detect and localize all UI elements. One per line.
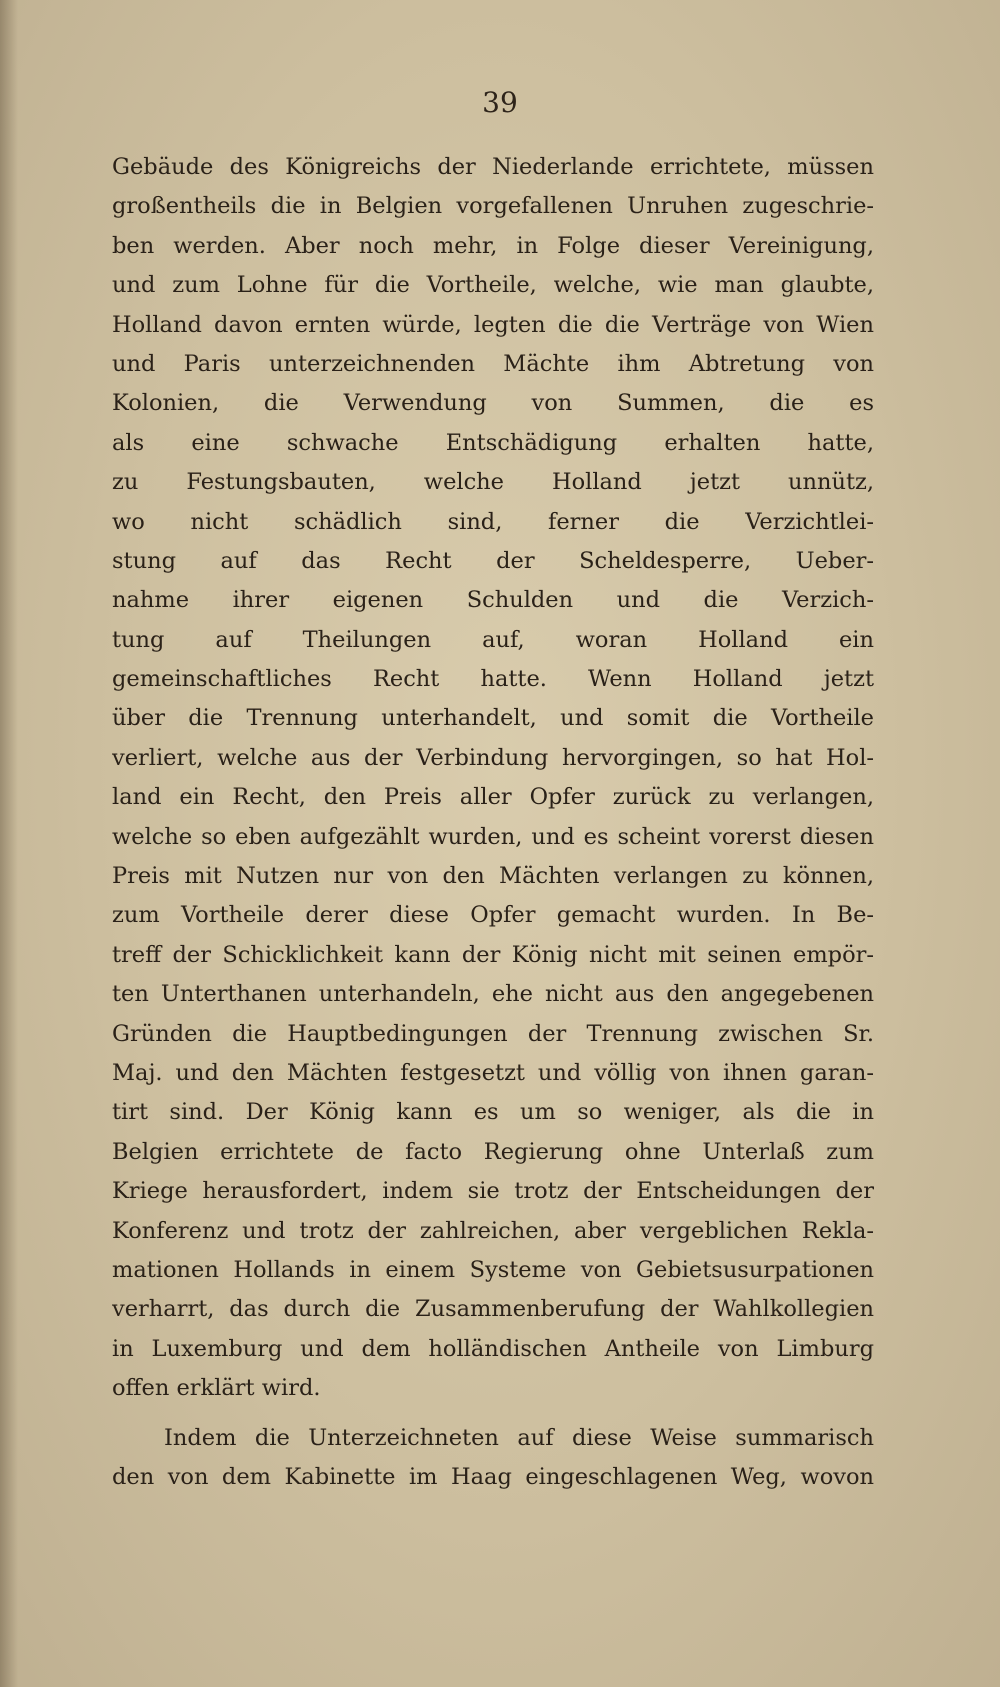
text-line: land ein Recht, den Preis aller Opfer zurück zu verlangen, [112,784,874,811]
text-line: nahme ihrer eigenen Schulden und die Verzich- [112,587,874,614]
text-line: über die Trennung unterhandelt, und somit die Vortheile [112,705,874,732]
text-line: Holland davon ernten würde, legten die die Verträge von Wien [112,311,874,338]
text-line: und zum Lohne für die Vortheile, welche, wie man glaubte, [112,272,874,299]
text-line: welche so eben aufgezählt wurden, und es scheint vorerst diesen [112,823,874,850]
text-line: Indem die Unterzeichneten auf diese Weise summarisch [164,1424,874,1451]
text-line: in Luxemburg und dem holländischen Antheile von Limburg [112,1335,874,1362]
text-line: verharrt, das durch die Zusammenberufung der Wahlkollegien [112,1296,874,1323]
paragraph-gap [112,1409,874,1419]
text-line: Kriege herausfordert, indem sie trotz der Entscheidungen der [112,1178,874,1205]
text-line: verliert, welche aus der Verbindung hervorgingen, so hat Hol- [112,744,874,771]
text-line: den von dem Kabinette im Haag eingeschlagenen Weg, wovon [112,1463,874,1490]
text-line: tirt sind. Der König kann es um so weniger, als die in [112,1099,874,1126]
text-line: Konferenz und trotz der zahlreichen, aber vergeblichen Rekla- [112,1217,874,1244]
page-gutter-shadow [0,0,18,1687]
text-line: tung auf Theilungen auf, woran Holland ein [112,626,874,653]
text-line: wo nicht schädlich sind, ferner die Verzichtlei- [112,508,874,535]
text-line: großentheils die in Belgien vorgefallenen Unruhen zugeschrie- [112,193,874,220]
text-line: zum Vortheile derer diese Opfer gemacht wurden. In Be- [112,902,874,929]
text-line: offen erklärt wird. [112,1375,321,1402]
text-line: Preis mit Nutzen nur von den Mächten verlangen zu können, [112,863,874,890]
page-number: 39 [482,86,518,119]
text-line: treff der Schicklichkeit kann der König nicht mit seinen empör- [112,941,874,968]
text-line: und Paris unterzeichnenden Mächte ihm Abtretung von [112,350,874,377]
text-line: Belgien errichtete de facto Regierung ohne Unterlaß zum [112,1138,874,1165]
text-line: Gründen die Hauptbedingungen der Trennung zwischen Sr. [112,1020,874,1047]
text-line: ten Unterthanen unterhandeln, ehe nicht aus den angegebenen [112,981,874,1008]
text-line: mationen Hollands in einem Systeme von Gebietsusurpationen [112,1256,874,1283]
text-line: gemeinschaftliches Recht hatte. Wenn Holland jetzt [112,666,874,693]
text-line: ben werden. Aber noch mehr, in Folge dieser Vereinigung, [112,232,874,259]
text-line: zu Festungsbauten, welche Holland jetzt unnütz, [112,469,874,496]
text-line: stung auf das Recht der Scheldesperre, Ueber- [112,547,874,574]
text-line: Maj. und den Mächten festgesetzt und völlig von ihnen garan- [112,1059,874,1086]
text-line: Gebäude des Königreichs der Niederlande errichtete, müssen [112,154,874,180]
text-line: Kolonien, die Verwendung von Summen, die es [112,390,874,417]
body-text [112,148,874,1497]
text-line: als eine schwache Entschädigung erhalten hatte, [112,429,874,456]
